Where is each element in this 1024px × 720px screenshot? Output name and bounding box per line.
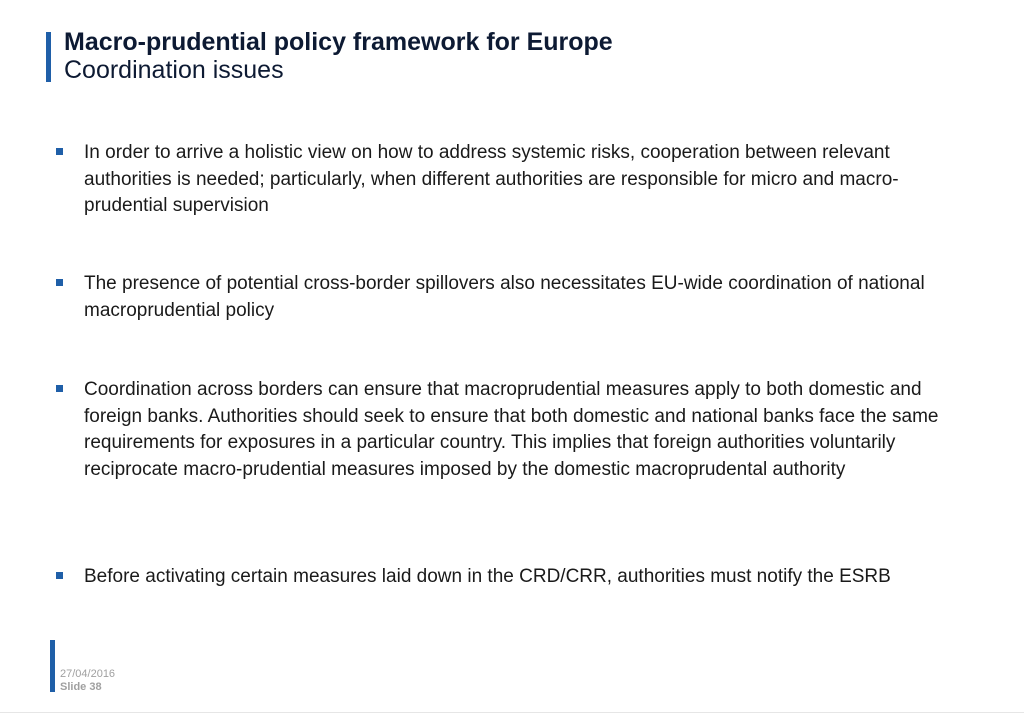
slide-footer: [60, 668, 115, 694]
square-bullet-icon: [56, 148, 63, 155]
bullet-item: [56, 140, 956, 220]
bullet-item: [56, 564, 956, 591]
bullet-text: Coordination across borders can ensure that macroprudential measures apply to both domestic and foreign banks. Authorities should seek to ensure that both domestic and national banks face the same requirements for exposures in a particular country. This implies that foreign authorities voluntarily reciprocate macro-prudential measures imposed by the domestic macroprudental authority: [84, 379, 939, 480]
square-bullet-icon: [56, 572, 63, 579]
slide-title: Macro-prudential policy framework for Europe: [64, 28, 613, 56]
title-accent-bar: [46, 32, 51, 82]
footer-date: 27/04/2016: [60, 668, 116, 680]
bullet-item: [56, 271, 956, 324]
slide-header: [64, 28, 613, 84]
square-bullet-icon: [56, 279, 63, 286]
slide-subtitle: Coordination issues: [64, 56, 284, 84]
bullet-text: In order to arrive a holistic view on how to address systemic risks, cooperation between relevant authorities is needed; particularly, when different authorities are responsible for micro and macro-prudential supervision: [84, 142, 899, 216]
square-bullet-icon: [56, 385, 63, 392]
bottom-divider: [0, 712, 1024, 713]
bullet-item: [56, 377, 956, 483]
bullet-text: The presence of potential cross-border spillovers also necessitates EU-wide coordination of national macroprudential policy: [84, 273, 925, 321]
slide-number: Slide 38: [60, 681, 102, 693]
bullet-text: Before activating certain measures laid down in the CRD/CRR, authorities must notify the ESRB: [84, 566, 891, 587]
footer-accent-bar: [50, 640, 55, 692]
